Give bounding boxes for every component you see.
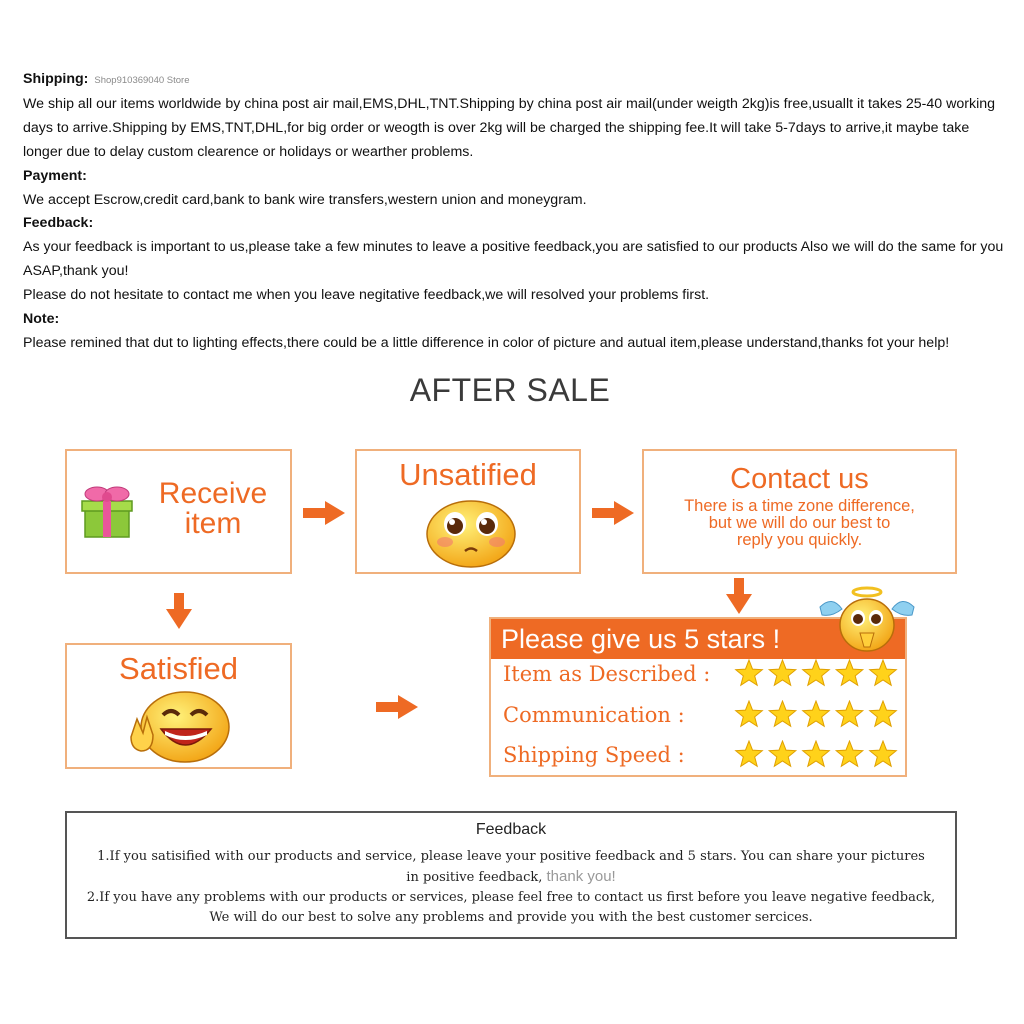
after-sale-title: AFTER SALE	[409, 372, 611, 408]
arrow-right-icon	[592, 501, 634, 525]
satisfied-box	[65, 643, 292, 769]
contact-title: Contact us	[730, 463, 869, 495]
rating-row	[503, 698, 903, 732]
star-rating	[733, 659, 903, 689]
store-name[interactable]: Shop910369040 Store	[94, 75, 190, 86]
star-rating	[733, 740, 903, 770]
feedback-text-1: As your feedback is important to us,please take a few minutes to leave a positive feedback,you are satisfied to our products Also we will do the same for you ASAP,thank you!	[23, 239, 1004, 280]
star-icon	[769, 660, 796, 685]
policy-text	[23, 68, 1008, 356]
worried-face-icon	[425, 496, 517, 568]
receive-label-2: item	[184, 507, 242, 540]
feedback-thanks: thank you!	[546, 868, 616, 885]
star-icon	[870, 741, 897, 766]
star-icon	[736, 660, 763, 685]
feedback-line-2: in positive feedback,	[406, 870, 543, 885]
rating-label: Item as Described :	[503, 662, 711, 686]
star-icon	[836, 741, 863, 766]
stars-heading: Please give us 5 stars !	[491, 619, 905, 659]
gift-icon	[79, 481, 135, 541]
feedback-box	[65, 811, 957, 939]
shipping-heading: Shipping:	[23, 71, 89, 87]
feedback-box-title: Feedback	[475, 821, 547, 838]
rating-label: Shipping Speed :	[503, 743, 685, 767]
star-icon	[836, 701, 863, 726]
contact-line-2: but we will do our best to	[708, 514, 891, 532]
rating-row	[503, 657, 903, 691]
star-icon	[870, 701, 897, 726]
feedback-line-4: We will do our best to solve any problems and provide you with the best customer sercices.	[209, 910, 813, 925]
note-heading: Note:	[23, 311, 60, 328]
unsatisfied-label: Unsatified	[399, 457, 537, 492]
star-icon	[803, 701, 830, 726]
unsatisfied-box	[355, 449, 581, 574]
arrow-down-icon	[726, 578, 752, 614]
payment-heading: Payment:	[23, 167, 87, 184]
arrow-down-icon	[166, 593, 192, 629]
payment-text: We accept Escrow,credit card,bank to bank wire transfers,western union and moneygram.	[23, 191, 587, 208]
receive-item-box	[65, 449, 292, 574]
arrow-right-icon	[376, 695, 418, 719]
feedback-line-3: 2.If you have any problems with our products or services, please feel free to contact us first before you leave negative feedback,	[86, 890, 936, 905]
contact-line-3: reply you quickly.	[736, 531, 863, 549]
star-rating	[733, 700, 903, 730]
feedback-line-1: 1.If you satisified with our products and service, please leave your positive feedback and 5 stars. You can share your pictures	[97, 849, 925, 864]
star-icon	[769, 741, 796, 766]
star-icon	[769, 701, 796, 726]
angel-face-icon	[818, 585, 916, 655]
feedback-text-2: Please do not hesitate to contact me when you leave negitative feedback,we will resolved your problems first.	[23, 287, 710, 304]
arrow-right-icon	[303, 501, 345, 525]
contact-line-1: There is a time zone difference,	[684, 497, 915, 515]
receive-label-1: Receive	[158, 477, 268, 510]
contact-us-box	[642, 449, 957, 574]
rating-label: Communication :	[503, 703, 685, 727]
star-icon	[736, 701, 763, 726]
shipping-text: We ship all our items worldwide by china post air mail,EMS,DHL,TNT.Shipping by china post air mail(under weigth 2kg)is free,usuallt it takes 25-40 working days to arrive.Shipping by EMS,TNT,DHL,for big order or weogth is over 2kg will be charged the shipping fee.It will take 5-7days to arrive,it maybe take longer due to delay custom clearence or holidays or wearther problems.	[23, 95, 996, 160]
star-icon	[870, 660, 897, 685]
happy-face-icon	[127, 689, 231, 765]
satisfied-label: Satisfied	[119, 651, 238, 686]
rating-row	[503, 738, 903, 772]
note-text: Please remined that dut to lighting effects,there could be a little difference in color of picture and autual item,please understand,thanks fot your help!	[23, 334, 950, 351]
star-icon	[836, 660, 863, 685]
star-icon	[803, 660, 830, 685]
star-icon	[803, 741, 830, 766]
feedback-heading: Feedback:	[23, 215, 94, 232]
star-icon	[736, 741, 763, 766]
